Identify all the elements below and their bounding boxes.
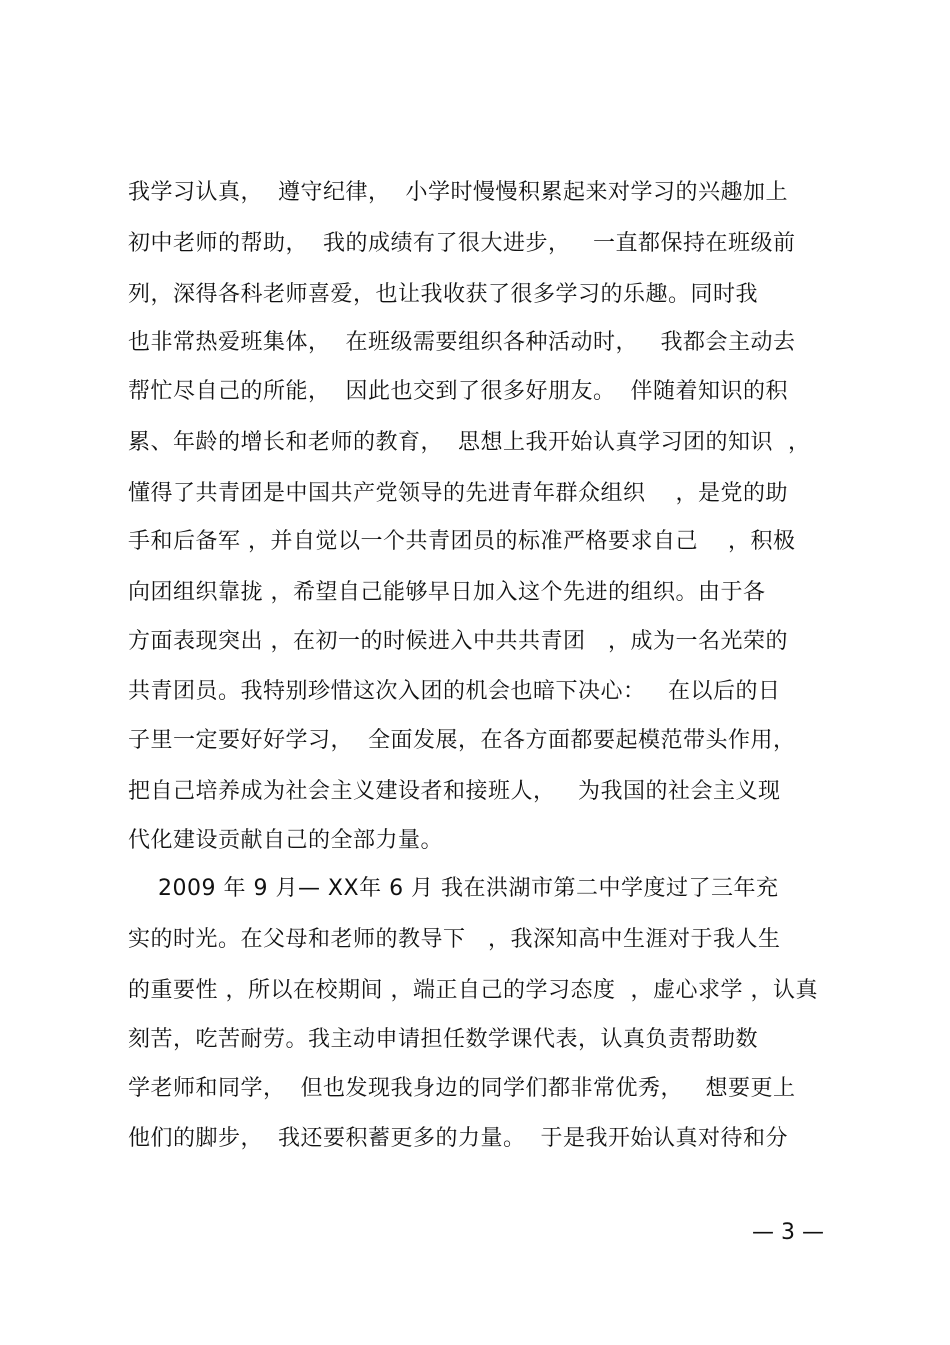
text-line: 向团组织靠拢 ，希望自己能够早日加入这个先进的组织。由于各 — [128, 580, 766, 605]
text-line: 手和后备军 ，并自觉以一个共青团员的标准严格要求自己 ，积极 — [128, 529, 796, 554]
text-line: 他们的脚步， 我还要积蓄更多的力量。 于是我开始认真对待和分 — [128, 1126, 788, 1151]
text-line: 懂得了共青团是中国共产党领导的先进青年群众组织 ，是党的助 — [128, 481, 788, 506]
text-line: 把自己培养成为社会主义建设者和接班人， 为我国的社会主义现 — [128, 779, 781, 804]
text-line: 共青团员。我特别珍惜这次入团的机会也暗下决心： 在以后的日 — [128, 679, 781, 704]
text-line: 列，深得各科老师喜爱，也让我收获了很多学习的乐趣。同时我 — [128, 282, 759, 307]
text-line: 的重要性 ，所以在校期间 ，端正自己的学习态度 ，虚心求学 ，认真 — [128, 978, 818, 1003]
text-line: 也非常热爱班集体， 在班级需要组织各种活动时， 我都会主动去 — [128, 330, 796, 355]
text-line: 方面表现突出 ，在初一的时候进入中共共青团 ，成为一名光荣的 — [128, 629, 788, 654]
text-line: 子里一定要好好学习， 全面发展，在各方面都要起模范带头作用， — [128, 728, 796, 753]
text-line: 学老师和同学， 但也发现我身边的同学们都非常优秀， 想要更上 — [128, 1076, 796, 1101]
page-number: — 3 — — [752, 1220, 824, 1245]
text-line: 刻苦，吃苦耐劳。我主动申请担任数学课代表，认真负责帮助数 — [128, 1027, 759, 1052]
text-line: 累、年龄的增长和老师的教育， 思想上我开始认真学习团的知识 ， — [128, 430, 811, 455]
text-line: 2009 年 9 月— XX年 6 月 我在洪湖市第二中学度过了三年充 — [128, 876, 779, 901]
text-line: 初中老师的帮助， 我的成绩有了很大进步， 一直都保持在班级前 — [128, 231, 796, 256]
text-line: 代化建设贡献自己的全部力量。 — [128, 828, 444, 853]
text-line: 实的时光。在父母和老师的教导下 ，我深知高中生涯对于我人生 — [128, 927, 781, 952]
text-line: 帮忙尽自己的所能， 因此也交到了很多好朋友。 伴随着知识的积 — [128, 379, 788, 404]
text-line: 我学习认真， 遵守纪律， 小学时慢慢积累起来对学习的兴趣加上 — [128, 180, 788, 205]
